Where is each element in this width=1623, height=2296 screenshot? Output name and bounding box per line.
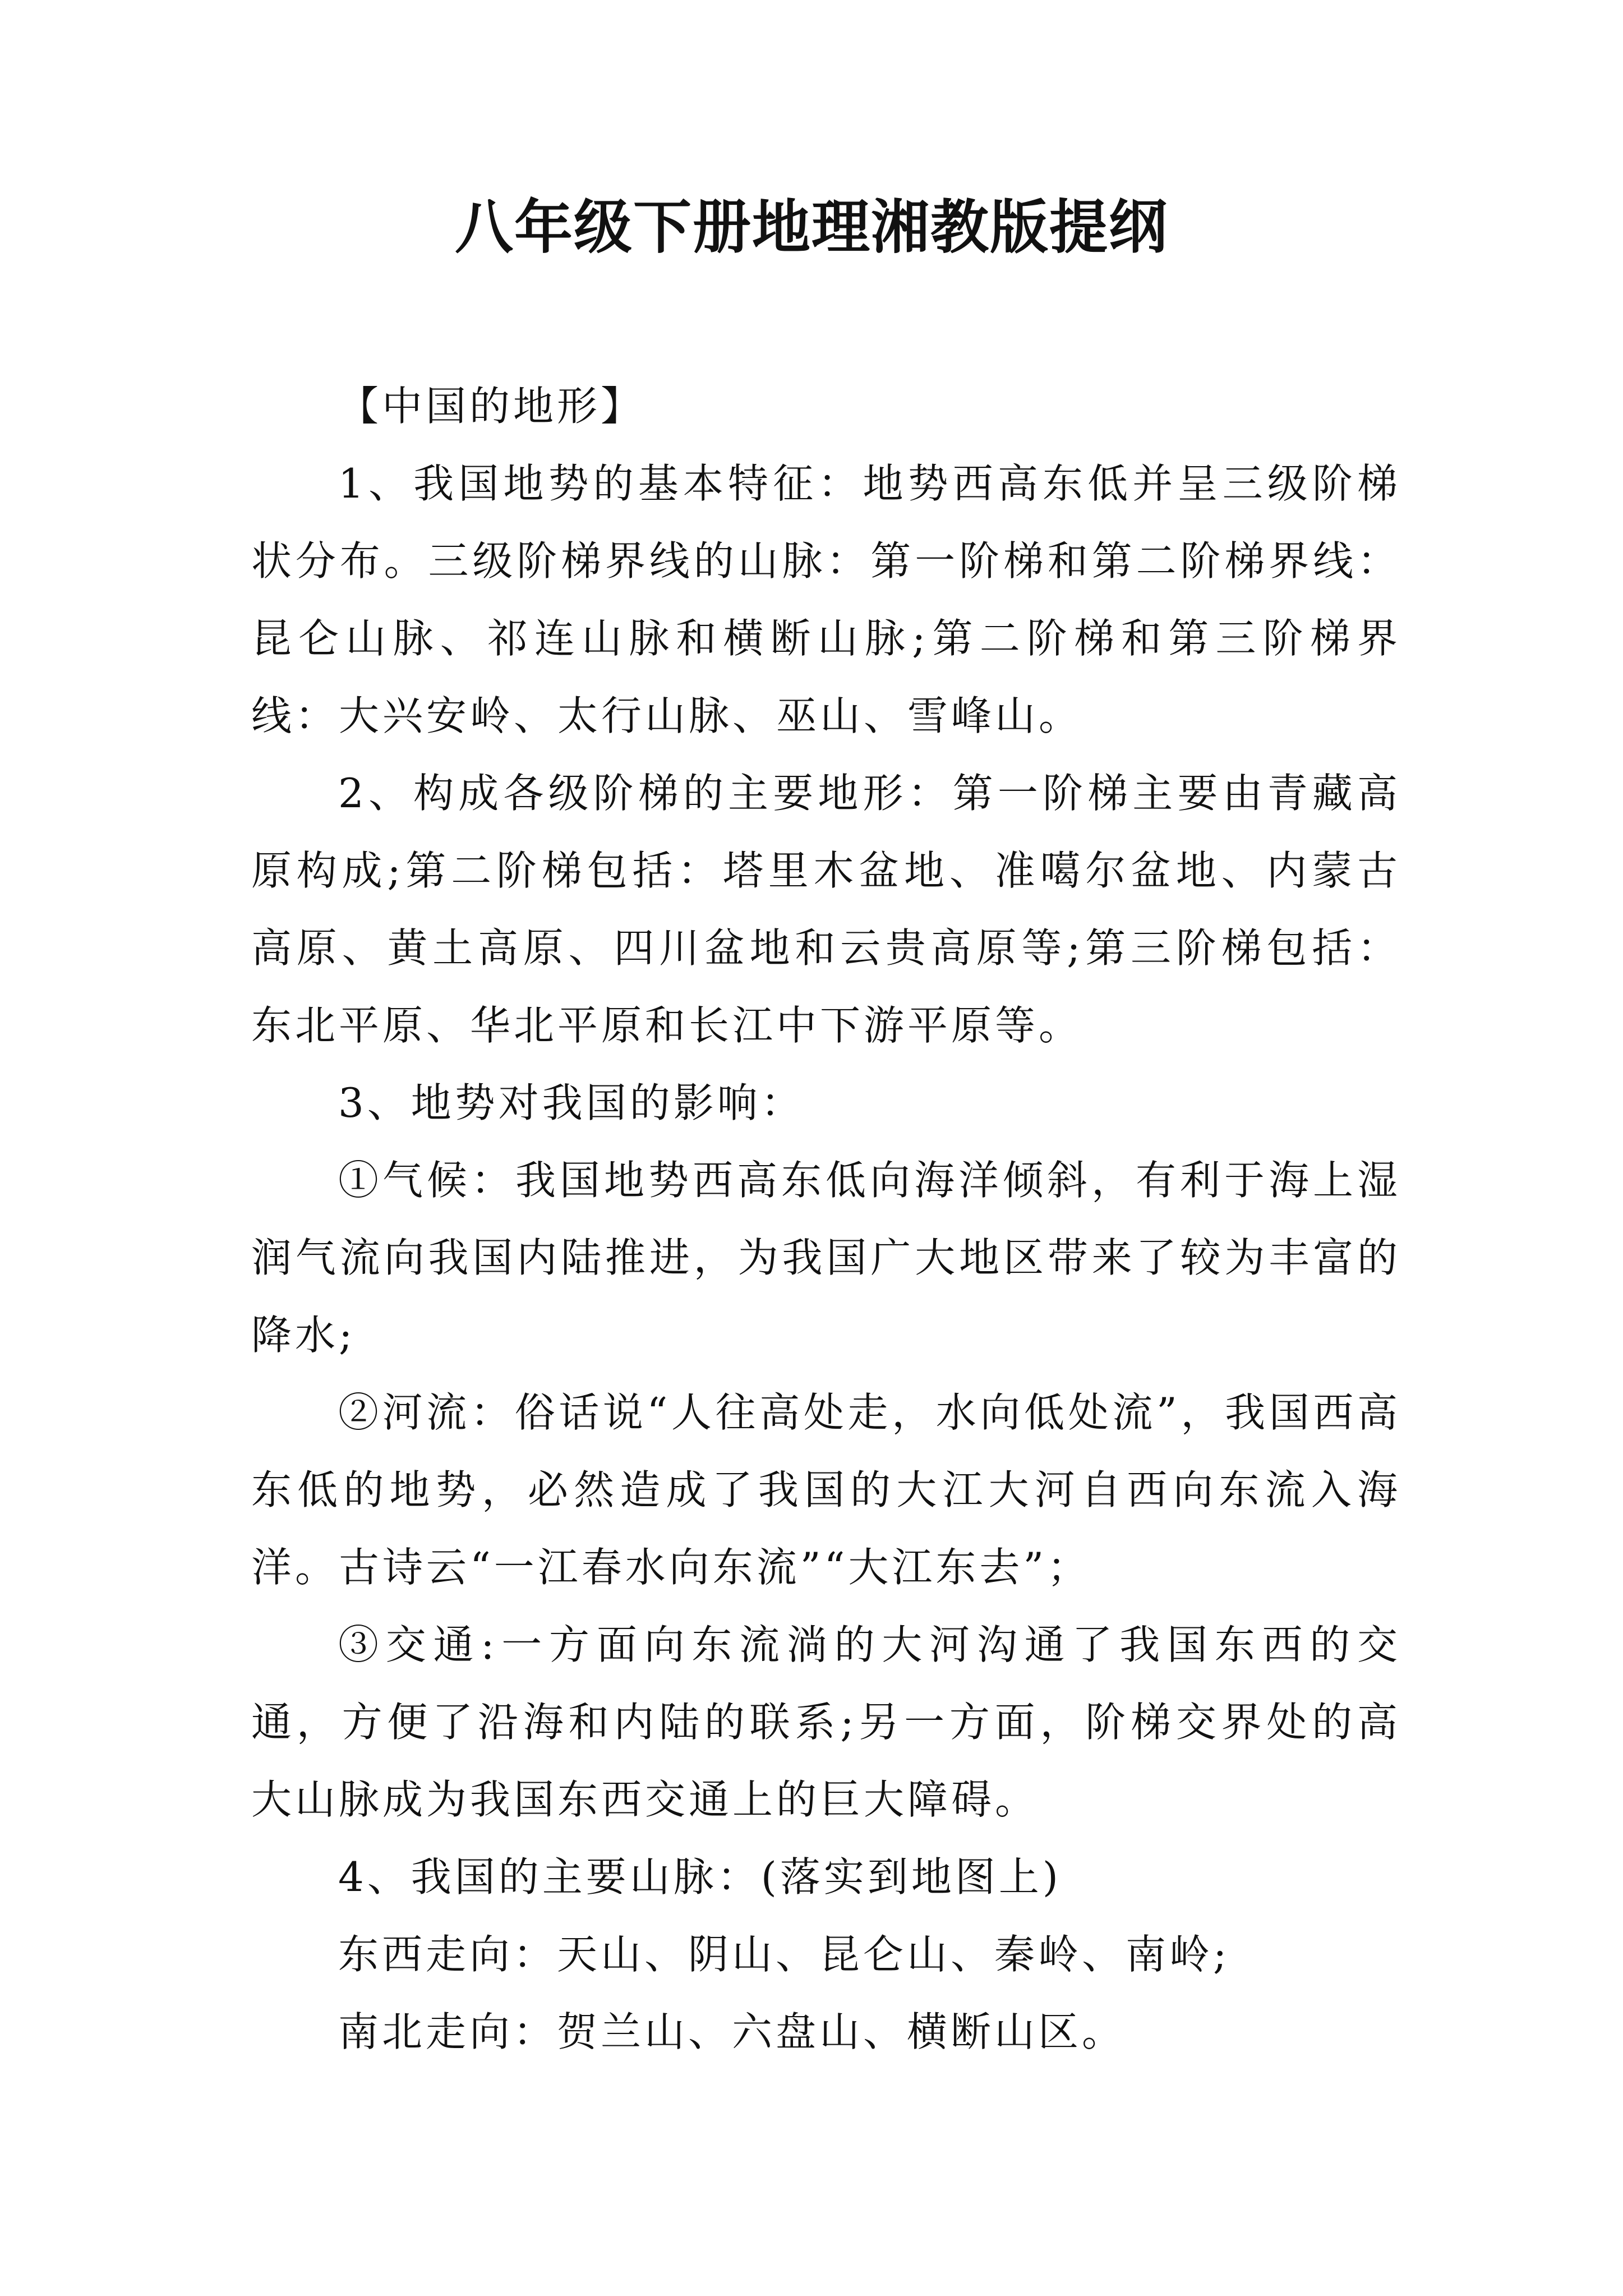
paragraph-terrain-features: 1、我国地势的基本特征：地势西高东低并呈三级阶梯状分布。三级阶梯界线的山脉：第一阶梯和第二阶梯界线：昆仑山脉、祁连山脉和横断山脉;第二阶梯和第三阶梯界线：大兴安岭、太行山脉、巫山、雪峰山。	[251, 460, 1401, 739]
paragraph-mountains: 4、我国的主要山脉：(落实到地图上)	[338, 1853, 1062, 1901]
section-heading: 【中国的地形】	[338, 383, 645, 430]
document-body	[251, 367, 1401, 2070]
document-title: 八年级下册地理湘教版提纲	[454, 193, 1168, 261]
paragraph-east-west-ranges: 东西走向：天山、阴山、昆仑山、秦岭、南岭;	[338, 1931, 1230, 1978]
paragraph-steps-landforms: 2、构成各级阶梯的主要地形：第一阶梯主要由青藏高原构成;第二阶梯包括：塔里木盆地、准噶尔盆地、内蒙古高原、黄土高原、四川盆地和云贵高原等;第三阶梯包括：东北平原、华北平原和长江中下游平原等。	[251, 770, 1401, 1049]
paragraph-climate: ①气候：我国地势西高东低向海洋倾斜，有利于海上湿润气流向我国内陆推进，为我国广大地区带来了较为丰富的降水;	[251, 1157, 1401, 1359]
paragraph-transport: ③交通:一方面向东流淌的大河沟通了我国东西的交通，方便了沿海和内陆的联系;另一方面，阶梯交界处的高大山脉成为我国东西交通上的巨大障碍。	[251, 1621, 1401, 1823]
paragraph-rivers: ②河流：俗话说“人往高处走，水向低处流”，我国西高东低的地势，必然造成了我国的大江大河自西向东流入海洋。古诗云“一江春水向东流”“大江东去”；	[251, 1389, 1401, 1591]
paragraph-terrain-influence: 3、地势对我国的影响：	[338, 1079, 805, 1126]
paragraph-north-south-ranges: 南北走向：贺兰山、六盘山、横断山区。	[338, 2008, 1126, 2055]
